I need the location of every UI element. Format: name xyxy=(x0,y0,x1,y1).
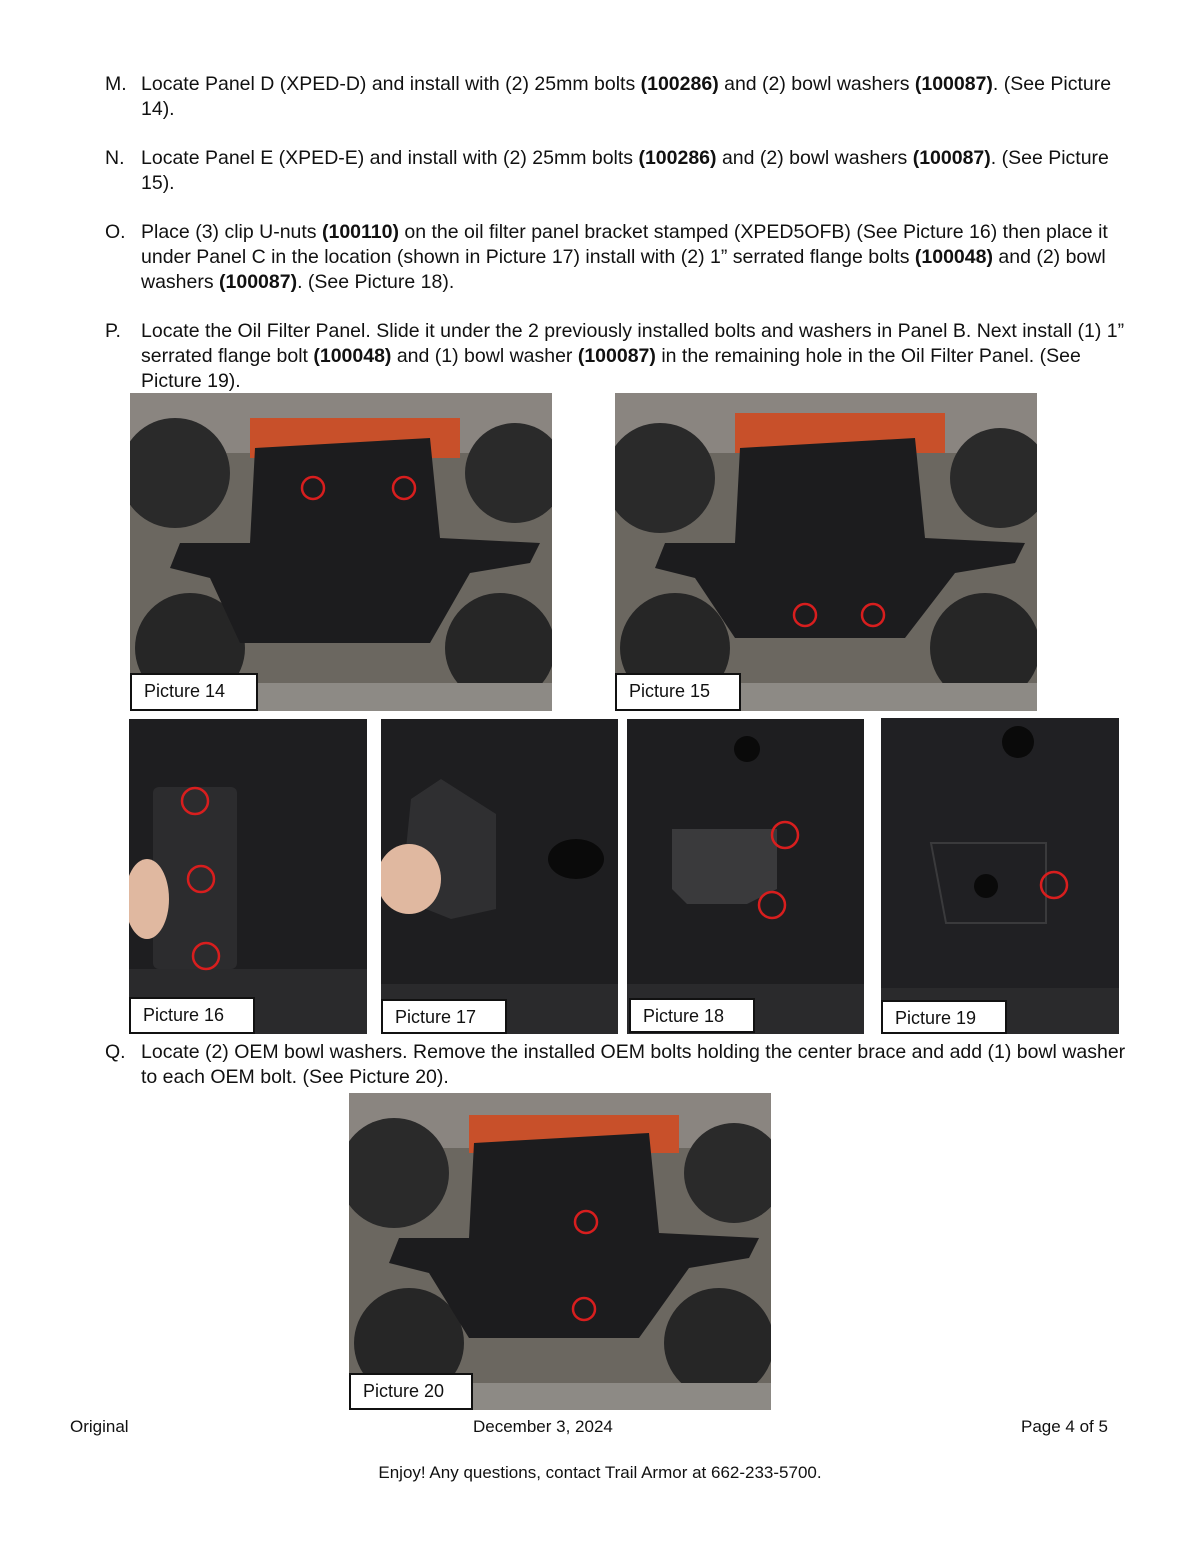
part-number: (100087) xyxy=(219,271,298,293)
step-letter: P. xyxy=(105,320,121,342)
footer-date: December 3, 2024 xyxy=(473,1417,613,1436)
part-number: (100087) xyxy=(914,73,993,95)
step-o xyxy=(105,220,1145,295)
step-letter: N. xyxy=(105,147,125,169)
step-m xyxy=(105,72,1145,122)
step-letter: M. xyxy=(105,73,127,95)
picture-17-caption: Picture 17 xyxy=(381,999,507,1034)
footer-page-number: Page 4 of 5 xyxy=(1021,1417,1108,1436)
part-number: (100048) xyxy=(313,345,392,367)
picture-19-caption: Picture 19 xyxy=(881,1000,1007,1034)
picture-17-photo xyxy=(381,719,618,1034)
footer-contact: Enjoy! Any questions, contact Trail Armor at 662-233-5700. xyxy=(378,1463,822,1482)
footer-version: Original xyxy=(70,1417,129,1436)
picture-16-photo xyxy=(129,719,367,1034)
part-number: (100048) xyxy=(914,246,993,268)
step-text xyxy=(141,319,1145,394)
step-text-segment: and (1) bowl washer xyxy=(391,345,578,367)
step-text-segment: on the oil filter panel bracket stamped (XPED5OFB) (See Picture 16) then place it under Panel C in the location (shown in Picture 17) install with (2) 1” serrated flange bolts xyxy=(141,221,1108,268)
picture-14-caption: Picture 14 xyxy=(130,673,258,711)
step-p xyxy=(105,319,1145,394)
step-text-segment: and (2) bowl washers xyxy=(718,73,915,95)
picture-19-photo xyxy=(881,718,1119,1034)
picture-18-caption: Picture 18 xyxy=(629,998,755,1033)
step-text-segment: in the remaining hole in the Oil Filter Panel. (See Picture 19). xyxy=(141,345,1081,392)
picture-15-caption: Picture 15 xyxy=(615,673,741,711)
step-text xyxy=(141,72,1145,122)
step-text-segment: . (See Picture 15). xyxy=(141,147,1109,194)
part-number: (100087) xyxy=(577,345,656,367)
step-text-segment: Locate (2) OEM bowl washers. Remove the installed OEM bolts holding the center brace and add (1) bowl washer to each OEM bolt. (See Picture 20). xyxy=(141,1041,1126,1088)
picture-20-caption: Picture 20 xyxy=(349,1373,473,1410)
step-text xyxy=(141,146,1145,196)
picture-16-caption: Picture 16 xyxy=(129,997,255,1034)
picture-15-photo xyxy=(615,393,1037,711)
step-text xyxy=(141,1040,1145,1090)
step-text-segment: Locate Panel E (XPED-E) and install with (2) 25mm bolts xyxy=(141,147,639,169)
step-n xyxy=(105,146,1145,196)
step-letter: O. xyxy=(105,221,126,243)
step-text xyxy=(141,220,1145,295)
step-letter: Q. xyxy=(105,1041,126,1063)
step-text-segment: and (2) bowl washers xyxy=(141,246,1106,293)
picture-18-photo xyxy=(627,719,864,1034)
step-text-segment: . (See Picture 14). xyxy=(141,73,1112,120)
step-text-segment: . (See Picture 18). xyxy=(297,271,455,293)
step-text-segment: Locate the Oil Filter Panel. Slide it under the 2 previously installed bolts and washers in Panel B. Next install (1) 1” serrated flange bolt xyxy=(141,320,1125,367)
step-q xyxy=(105,1040,1145,1090)
picture-14-photo xyxy=(130,393,552,711)
step-text-segment: Place (3) clip U-nuts xyxy=(141,221,322,243)
part-number: (100110) xyxy=(321,221,399,243)
part-number: (100087) xyxy=(912,147,991,169)
step-text-segment: Locate Panel D (XPED-D) and install with (2) 25mm bolts xyxy=(141,73,641,95)
step-text-segment: and (2) bowl washers xyxy=(716,147,913,169)
part-number: (100286) xyxy=(638,147,717,169)
picture-20-photo xyxy=(349,1093,771,1410)
part-number: (100286) xyxy=(640,73,719,95)
